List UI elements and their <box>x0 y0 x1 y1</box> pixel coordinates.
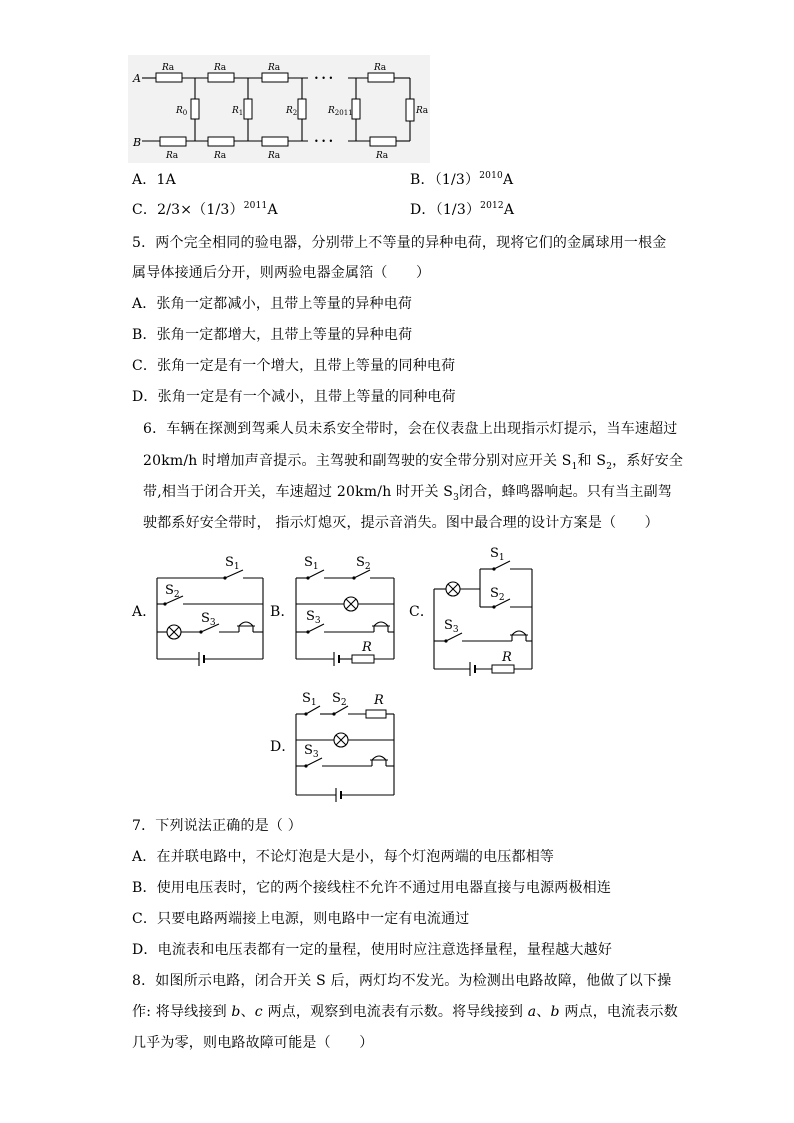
q4-option-b: B．$(1/3)^{2010}A$ <box>410 171 514 188</box>
ra-label: Ra <box>214 151 227 161</box>
q7-stem: 7．下列说法正确的是（ ） <box>132 818 302 834</box>
q4-option-d: D．$(1/3)^{2012}A$ <box>410 201 515 218</box>
resistor-ra-top-1 <box>156 73 182 82</box>
q6-stem-line3: 带,相当于闭合开关，车速超过 20km/h 时开关 $S_3$闭合，蜂鸣器响起。只有当主副驾 <box>143 484 673 503</box>
svg-text:S3: $S_3$ <box>444 618 459 635</box>
ra-label: Ra <box>214 63 227 73</box>
q8-stem-line1: 8．如图所示电路，闭合开关 S 后，两灯均不发光。为检测出电路故障，他做了以下操 <box>132 973 672 989</box>
q6-stem-line1: 6．车辆在探测到驾乘人员未系安全带时，会在仪表盘上出现指示灯提示，当车速超过 <box>143 421 678 437</box>
q6-circuit-d-label: D． <box>270 739 296 755</box>
q5-option-d: D．张角一定是有一个减小，且带上等量的同种电荷 <box>132 389 456 405</box>
svg-text:R: R <box>502 650 512 665</box>
q5-option-a: A．张角一定都减小，且带上等量的异种电荷 <box>132 296 413 312</box>
ellipsis-bottom: • • • <box>314 137 334 146</box>
circuit-a-diagram <box>155 552 267 662</box>
q7-option-d: D．电流表和电压表都有一定的量程，使用时应注意选择量程，量程越大越好 <box>132 942 613 958</box>
resistor-r1 <box>244 99 252 119</box>
resistor-r0 <box>191 99 199 119</box>
r1-label: $R_1$ <box>232 106 244 117</box>
resistor-r2011 <box>352 99 360 119</box>
resistor-ra-end <box>406 99 414 121</box>
resistor-ladder-figure <box>128 55 428 165</box>
q4-option-c: C．$2/3\times(1/3)^{2011}A$ <box>132 201 278 218</box>
r2-label: $R_2$ <box>286 106 298 117</box>
svg-text:R: R <box>374 693 384 708</box>
resistor-ra-bottom-1 <box>160 137 186 146</box>
q6-stem-line2: 20km/h 时增加声音提示。主驾驶和副驾驶的安全带分别对应开关 $S_1$和 $S_2$，系好安全 <box>143 453 684 472</box>
svg-text:S1: $S_1$ <box>490 546 505 563</box>
buzzer-icon <box>374 622 388 632</box>
ra-label: Ra <box>268 151 281 161</box>
q8-stem-line2: 作: 将导线接到 b、c 两点，观察到电流表有示数。将导线接到 a、b 两点，电流表示数 <box>132 1004 678 1020</box>
q7-option-b: B．使用电压表时，它的两个接线柱不允许不通过用电器直接与电源两极相连 <box>132 880 612 896</box>
ra-end-label: Ra <box>416 106 429 116</box>
buzzer-icon <box>372 756 386 766</box>
terminal-a-label: A <box>133 72 141 85</box>
r0-label: $R_0$ <box>176 106 188 117</box>
svg-text:S1: $S_1$ <box>302 691 317 708</box>
q6-circuit-b-label: B． <box>270 604 295 620</box>
q6-circuit-c-label: C． <box>409 604 435 620</box>
svg-text:R: R <box>362 640 372 655</box>
ra-label: Ra <box>162 63 175 73</box>
circuit-c-diagram <box>432 543 538 671</box>
q5-stem-line2: 属导体接通后分开，则两验电器金属箔（ ） <box>132 265 431 281</box>
resistor-ra-top-3 <box>262 73 288 82</box>
svg-text:S3: $S_3$ <box>201 611 216 628</box>
resistor-ra-top-4 <box>368 73 394 82</box>
buzzer-icon <box>512 631 526 641</box>
ra-label: Ra <box>374 63 387 73</box>
circuit-b-diagram <box>294 552 398 664</box>
svg-text:S2: $S_2$ <box>490 586 505 603</box>
ra-label: Ra <box>268 63 281 73</box>
resistor-r <box>492 665 514 673</box>
circuit-d-diagram <box>294 688 398 802</box>
q6-circuit-a-label: A． <box>132 604 157 620</box>
svg-text:S2: $S_2$ <box>356 555 371 572</box>
q7-option-a: A．在并联电路中，不论灯泡是大是小，每个灯泡两端的电压都相等 <box>132 849 555 865</box>
resistor-r2 <box>298 99 306 119</box>
terminal-b-label: B <box>133 136 142 149</box>
svg-text:S2: $S_2$ <box>165 583 180 600</box>
q7-option-c: C．只要电路两端接上电源，则电路中一定有电流通过 <box>132 911 470 927</box>
resistor-ra-bottom-4 <box>370 137 396 146</box>
q4-option-a: A．1A <box>132 172 176 188</box>
svg-text:S1: $S_1$ <box>304 555 319 572</box>
r2011-label: $R_{2011}$ <box>328 106 353 117</box>
resistor-r <box>366 710 386 718</box>
resistor-ra-bottom-3 <box>262 137 288 146</box>
resistor-ra-top-2 <box>208 73 234 82</box>
svg-text:S3: $S_3$ <box>304 743 319 760</box>
resistor-r <box>352 655 374 663</box>
resistor-ra-bottom-2 <box>208 137 234 146</box>
buzzer-icon <box>239 622 253 632</box>
q6-stem-line4: 驶都系好安全带时， 指示灯熄灭，提示音消失。图中最合理的设计方案是（ ） <box>143 515 659 531</box>
ra-label: Ra <box>376 151 389 161</box>
q5-stem-line1: 5．两个完全相同的验电器，分别带上不等量的异种电荷，现将它们的金属球用一根金 <box>132 235 667 251</box>
svg-text:S1: $S_1$ <box>225 555 240 572</box>
ellipsis-top: • • • <box>314 74 334 83</box>
svg-text:S2: $S_2$ <box>332 691 347 708</box>
q5-option-b: B．张角一定都增大，且带上等量的异种电荷 <box>132 327 413 343</box>
q5-option-c: C．张角一定是有一个增大，且带上等量的同种电荷 <box>132 358 456 374</box>
q8-stem-line3: 几乎为零，则电路故障可能是（ ） <box>132 1035 374 1051</box>
ra-label: Ra <box>166 151 179 161</box>
svg-text:S3: $S_3$ <box>306 609 321 626</box>
